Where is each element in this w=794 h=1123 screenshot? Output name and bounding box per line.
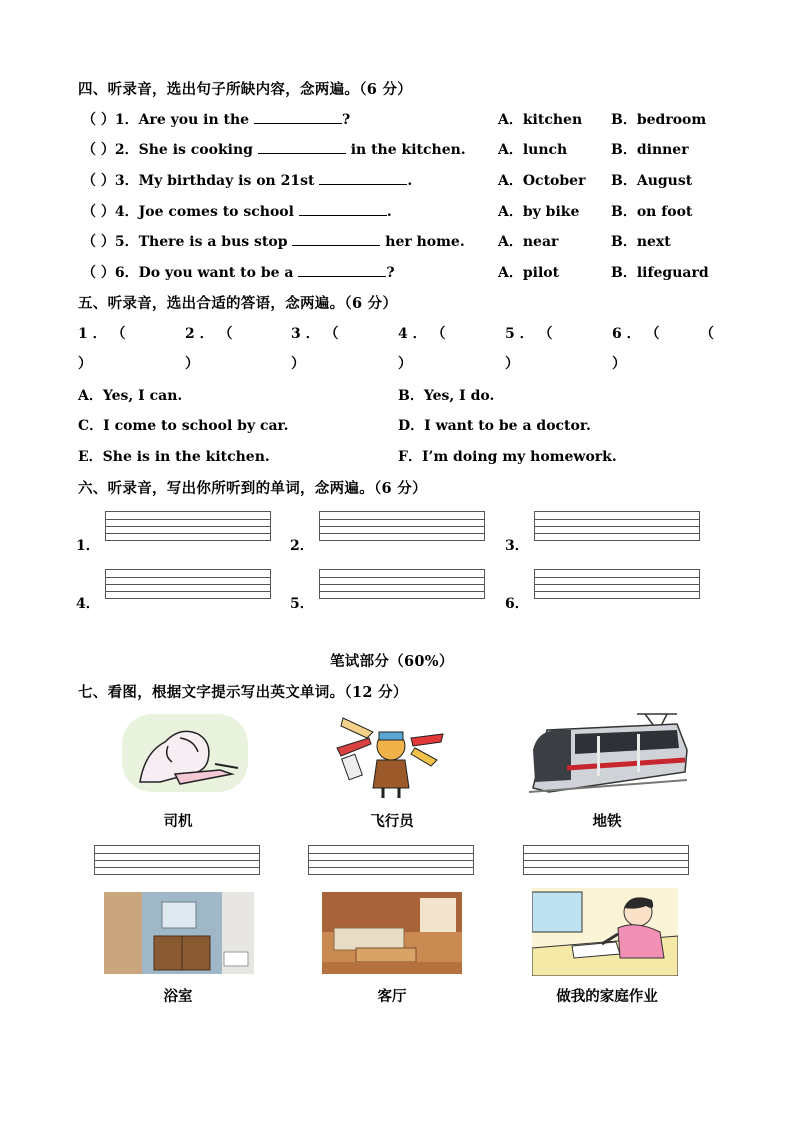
s5-option-a[interactable]: A．Yes, I can. xyxy=(78,388,183,404)
answer-paren[interactable]: （ ） xyxy=(82,142,115,158)
q2-option-b[interactable]: B．dinner xyxy=(611,142,689,158)
answer-paren[interactable]: （ ） xyxy=(82,234,115,250)
q5-option-b[interactable]: B．next xyxy=(611,234,671,250)
subway-picture xyxy=(527,710,689,798)
section7-heading: 七、看图，根据文字提示写出英文单词。（12 分） xyxy=(78,684,408,701)
answer-blank[interactable] xyxy=(299,202,387,216)
s6-label-1: 1． xyxy=(76,538,100,554)
question-number: 2． xyxy=(114,142,139,158)
s5-number-4: 4 ． （ xyxy=(398,326,446,342)
q4-row xyxy=(82,201,392,221)
question-text-end: ? xyxy=(341,112,351,128)
question-text-end: . xyxy=(407,173,413,189)
answer-blank[interactable] xyxy=(258,140,346,154)
s5-option-e[interactable]: E．She is in the kitchen. xyxy=(78,449,270,465)
q1-option-b[interactable]: B．bedroom xyxy=(611,112,707,128)
s5-closer-2[interactable]: ） xyxy=(185,356,199,372)
s6-label-6: 6． xyxy=(505,596,529,612)
question-number: 4． xyxy=(114,204,139,220)
q4-option-b[interactable]: B．on foot xyxy=(611,204,693,220)
s5-closer-3[interactable]: ） xyxy=(291,356,305,372)
s5-closer-4[interactable]: ） xyxy=(398,356,412,372)
caption-bathroom: 浴室 xyxy=(163,988,193,1005)
s5-number-2: 2 ． （ xyxy=(185,326,233,342)
question-number: 5． xyxy=(114,234,139,250)
answer-blank[interactable] xyxy=(298,263,386,277)
q3-option-b[interactable]: B．August xyxy=(611,173,693,189)
q6-row xyxy=(82,262,395,282)
writing-lines-subway[interactable] xyxy=(523,845,689,875)
s6-label-3: 3． xyxy=(505,538,529,554)
q3-option-a[interactable]: A．October xyxy=(498,173,586,189)
q5-option-a[interactable]: A．near xyxy=(498,234,559,250)
s5-number-5: 5 ． （ xyxy=(505,326,553,342)
question-number: 3． xyxy=(114,173,139,189)
writing-lines-4[interactable] xyxy=(105,569,271,599)
q4-option-a[interactable]: A．by bike xyxy=(498,204,580,220)
q2-option-a[interactable]: A．lunch xyxy=(498,142,568,158)
question-text: My birthday is on 21st xyxy=(138,173,320,189)
writing-lines-1[interactable] xyxy=(105,511,271,541)
writing-lines-6[interactable] xyxy=(534,569,700,599)
answer-blank[interactable] xyxy=(254,110,342,124)
s5-option-d[interactable]: D．I want to be a doctor. xyxy=(398,418,591,434)
s6-label-2: 2． xyxy=(290,538,314,554)
q3-row xyxy=(82,170,412,190)
s5-option-c[interactable]: C．I come to school by car. xyxy=(78,418,289,434)
caption-homework: 做我的家庭作业 xyxy=(556,988,658,1005)
q6-option-a[interactable]: A．pilot xyxy=(498,265,560,281)
s5-number-6: 6 ． （ xyxy=(612,326,660,342)
q1-row xyxy=(82,109,350,129)
question-number: 6． xyxy=(114,265,139,281)
s6-label-4: 4． xyxy=(76,596,100,612)
q1-option-a[interactable]: A．kitchen xyxy=(498,112,583,128)
writing-lines-driver[interactable] xyxy=(94,845,260,875)
question-text: Are you in the xyxy=(138,112,254,128)
writing-lines-3[interactable] xyxy=(534,511,700,541)
question-text: Do you want to be a xyxy=(138,265,299,281)
question-text-end: her home. xyxy=(380,234,465,250)
s5-closer-6[interactable]: ） xyxy=(612,356,626,372)
s6-label-5: 5． xyxy=(290,596,314,612)
caption-subway: 地铁 xyxy=(592,813,622,830)
answer-paren[interactable]: （ ） xyxy=(82,173,115,189)
answer-paren[interactable]: （ ） xyxy=(82,204,115,220)
question-number: 1． xyxy=(114,112,139,128)
caption-driver: 司机 xyxy=(163,813,193,830)
question-text: There is a bus stop xyxy=(138,234,293,250)
caption-living-room: 客厅 xyxy=(377,988,407,1005)
driver-picture xyxy=(120,712,250,794)
question-text-end: ? xyxy=(386,265,395,281)
answer-blank[interactable] xyxy=(292,232,380,246)
answer-paren[interactable]: （ ） xyxy=(82,112,115,128)
living-room-picture xyxy=(322,892,462,974)
q5-row xyxy=(82,231,465,251)
s5-closer-1[interactable]: ） xyxy=(78,356,92,372)
answer-blank[interactable] xyxy=(319,171,407,185)
s5-option-f[interactable]: F．I’m doing my homework. xyxy=(398,449,617,465)
section4-heading: 四、听录音，选出句子所缺内容，念两遍。（6 分） xyxy=(78,81,413,98)
section6-heading: 六、听录音，写出你所听到的单词，念两遍。（6 分） xyxy=(78,480,427,497)
pilot-picture xyxy=(333,708,448,800)
q2-row xyxy=(82,139,466,159)
s5-paren-tail: （ xyxy=(700,326,714,342)
answer-paren[interactable]: （ ） xyxy=(82,265,115,281)
question-text: She is cooking xyxy=(138,142,258,158)
question-text-end: in the kitchen. xyxy=(345,142,466,158)
s5-option-b[interactable]: B．Yes, I do. xyxy=(398,388,495,404)
question-text: Joe comes to school xyxy=(138,204,299,220)
q6-option-b[interactable]: B．lifeguard xyxy=(611,265,709,281)
caption-pilot: 飞行员 xyxy=(370,813,414,830)
question-text-end: . xyxy=(386,204,392,220)
writing-lines-5[interactable] xyxy=(319,569,485,599)
bathroom-picture xyxy=(104,892,254,974)
homework-picture xyxy=(532,888,678,976)
writing-lines-2[interactable] xyxy=(319,511,485,541)
written-part-title: 笔试部分（60%） xyxy=(330,653,454,670)
s5-number-3: 3 ． （ xyxy=(291,326,339,342)
s5-closer-5[interactable]: ） xyxy=(505,356,519,372)
section5-heading: 五、听录音，选出合适的答语，念两遍。（6 分） xyxy=(78,295,398,312)
writing-lines-pilot[interactable] xyxy=(308,845,474,875)
s5-number-1: 1 ． （ xyxy=(78,326,126,342)
